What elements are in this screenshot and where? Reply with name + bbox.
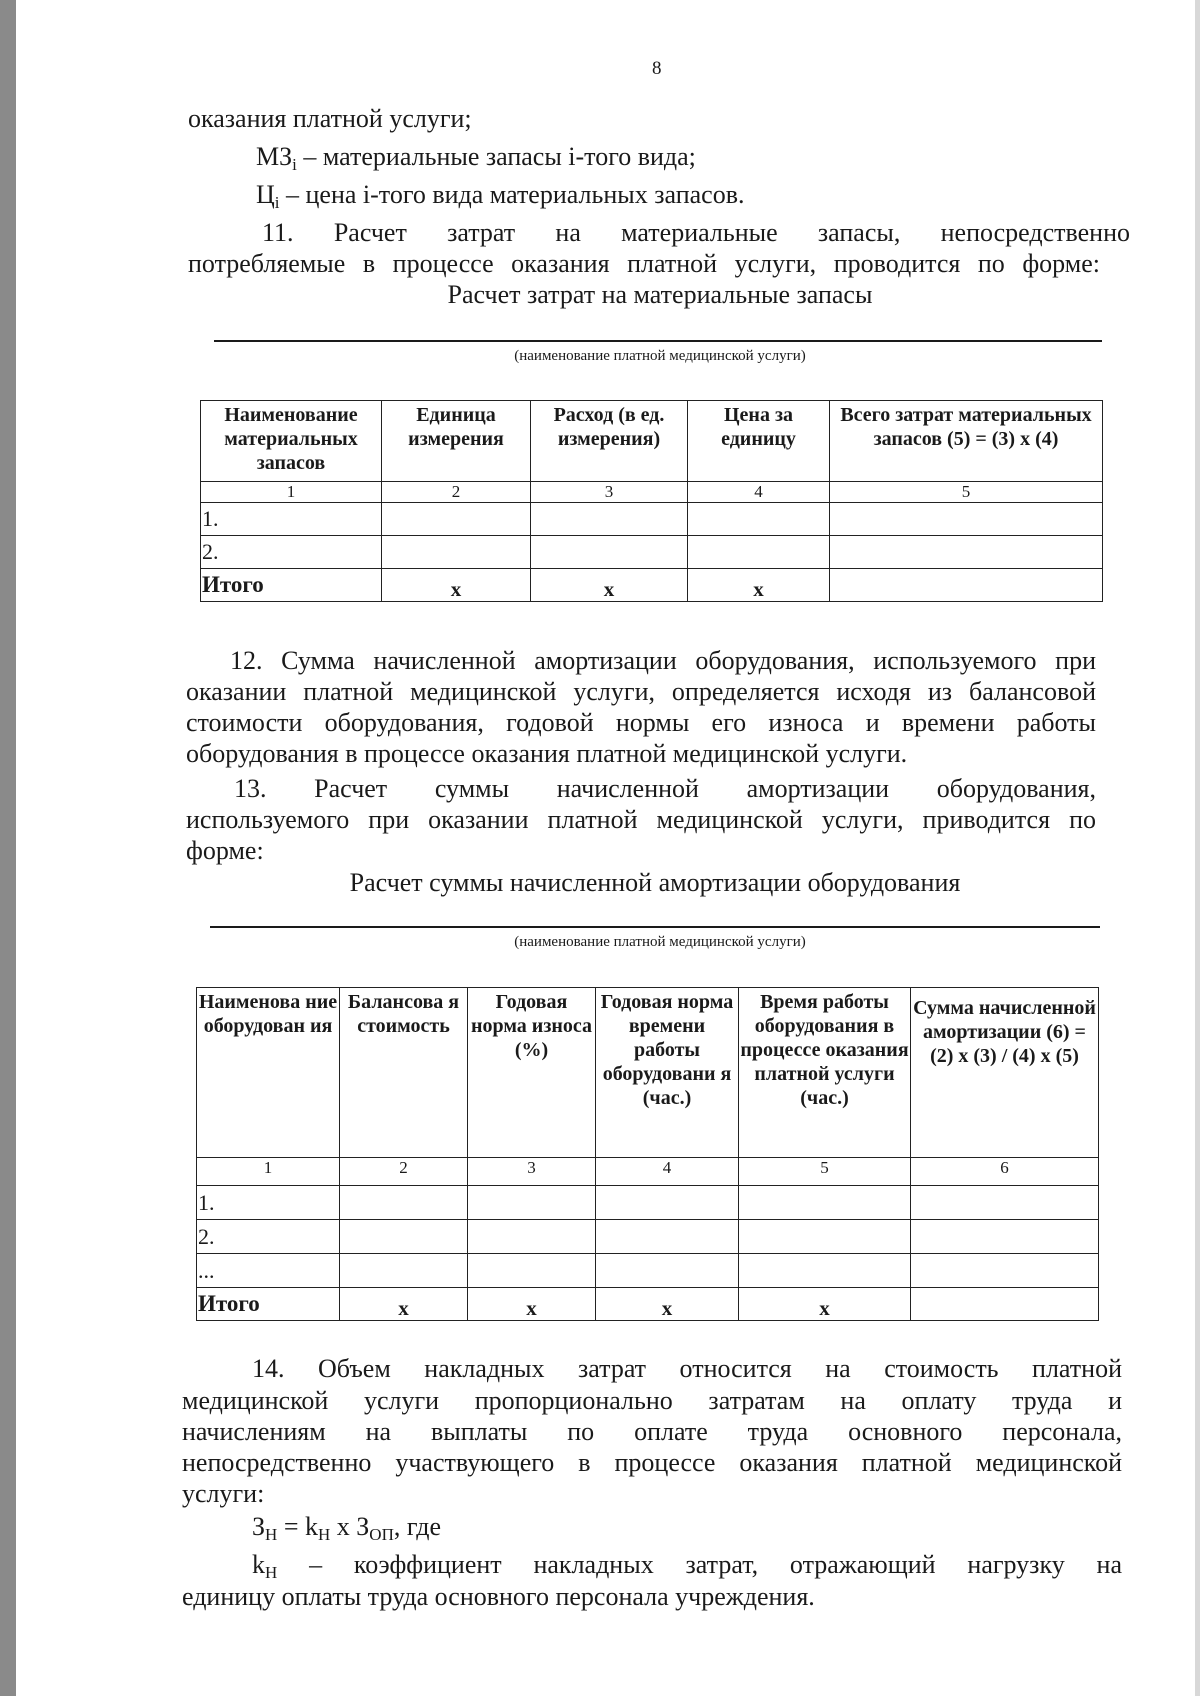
service-name-line — [210, 926, 1100, 928]
na-mark: x — [688, 569, 830, 602]
overhead-formula: ЗН = kН x ЗОП, где — [252, 1512, 441, 1544]
page-edge — [1195, 0, 1200, 1696]
na-mark: x — [340, 1288, 468, 1321]
column-header: Всего затрат материальных запасов (5) = (3) x (4) — [830, 401, 1103, 482]
column-header: Время работы оборудования в процессе оказания платной услуги (час.) — [739, 988, 911, 1158]
column-header: Единица измерения — [382, 401, 531, 482]
column-number: 5 — [830, 482, 1103, 503]
table-row — [197, 1254, 1099, 1288]
paragraph-13-line3: форме: — [186, 836, 264, 865]
column-number: 2 — [382, 482, 531, 503]
definition-mz: МЗi – материальные запасы i-того вида; — [256, 142, 696, 174]
kn-definition-line2: единицу оплаты труда основного персонала учреждения. — [182, 1582, 815, 1611]
table1-title: Расчет затрат на материальные запасы — [447, 280, 873, 309]
paragraph-14-line5: услуги: — [182, 1479, 265, 1508]
paragraph-11-line2: потребляемые в процессе оказания платной услуги, проводится по форме: — [188, 249, 1100, 278]
column-number: 4 — [596, 1158, 739, 1186]
row-label: 2. — [197, 1220, 340, 1254]
column-number: 4 — [688, 482, 830, 503]
paragraph-14-line3: начислениям на выплаты по оплате труда основного персонала, — [182, 1417, 1122, 1446]
paragraph-11-line1: 11. Расчет затрат на материальные запасы, непосредственно — [262, 218, 1130, 247]
table-row — [197, 1220, 1099, 1254]
depreciation-table — [196, 987, 1099, 1321]
total-row — [197, 1288, 1099, 1321]
na-mark: x — [739, 1288, 911, 1321]
paragraph-12-line4: оборудования в процессе оказания платной медицинской услуги. — [186, 739, 908, 768]
paragraph-13-line2: используемого при оказании платной медицинской услуги, приводится по — [186, 805, 1096, 834]
row-label: 1. — [201, 503, 382, 536]
table-row — [197, 1186, 1099, 1220]
column-header: Наименова ние оборудован ия — [197, 988, 340, 1158]
service-name-caption: (наименование платной медицинской услуги) — [514, 348, 806, 364]
table-row — [201, 503, 1103, 536]
row-label: 2. — [201, 536, 382, 569]
text-line: оказания платной услуги; — [188, 104, 472, 133]
paragraph-14-line2: медицинской услуги пропорционально затратам на оплату труда и — [182, 1386, 1122, 1415]
total-row — [201, 569, 1103, 602]
service-name-caption: (наименование платной медицинской услуги) — [514, 934, 806, 950]
paragraph-14-line4: непосредственно участвующего в процессе оказания платной медицинской — [182, 1448, 1122, 1477]
na-mark: x — [382, 569, 531, 602]
column-number: 6 — [911, 1158, 1099, 1186]
na-mark: x — [531, 569, 688, 602]
column-header: Балансова я стоимость — [340, 988, 468, 1158]
table-row — [201, 536, 1103, 569]
paragraph-12-line1: 12. Сумма начисленной амортизации оборудования, используемого при — [230, 646, 1096, 675]
total-label: Итого — [197, 1288, 340, 1321]
column-header: Сумма начисленной амортизации (6) = (2) x (3) / (4) x (5) — [911, 988, 1099, 1158]
column-header: Годовая норма времени работы оборудовани я (час.) — [596, 988, 739, 1158]
na-mark: x — [468, 1288, 596, 1321]
total-label: Итого — [201, 569, 382, 602]
column-number: 2 — [340, 1158, 468, 1186]
row-label: ... — [197, 1254, 340, 1288]
table2-title: Расчет суммы начисленной амортизации оборудования — [349, 868, 961, 897]
column-number: 1 — [201, 482, 382, 503]
column-header: Наименование материальных запасов — [201, 401, 382, 482]
paragraph-13-line1: 13. Расчет суммы начисленной амортизации оборудования, — [234, 774, 1096, 803]
row-label: 1. — [197, 1186, 340, 1220]
materials-cost-table — [200, 400, 1103, 602]
column-header: Годовая норма износа (%) — [468, 988, 596, 1158]
paragraph-12-line2: оказании платной медицинской услуги, определяется исходя из балансовой — [186, 677, 1096, 706]
column-header: Расход (в ед. измерения) — [531, 401, 688, 482]
paragraph-12-line3: стоимости оборудования, годовой нормы его износа и времени работы — [186, 708, 1096, 737]
column-number: 5 — [739, 1158, 911, 1186]
paragraph-14-line1: 14. Объем накладных затрат относится на стоимость платной — [252, 1354, 1122, 1383]
service-name-line — [214, 340, 1102, 342]
column-header: Цена за единицу — [688, 401, 830, 482]
definition-c: Цi – цена i-того вида материальных запасов. — [256, 180, 745, 212]
na-mark: x — [596, 1288, 739, 1321]
kn-definition-line1: kН – коэффициент накладных затрат, отражающий нагрузку на — [252, 1550, 1122, 1582]
page-number: 8 — [652, 58, 662, 79]
column-number: 3 — [531, 482, 688, 503]
column-number: 1 — [197, 1158, 340, 1186]
column-number: 3 — [468, 1158, 596, 1186]
